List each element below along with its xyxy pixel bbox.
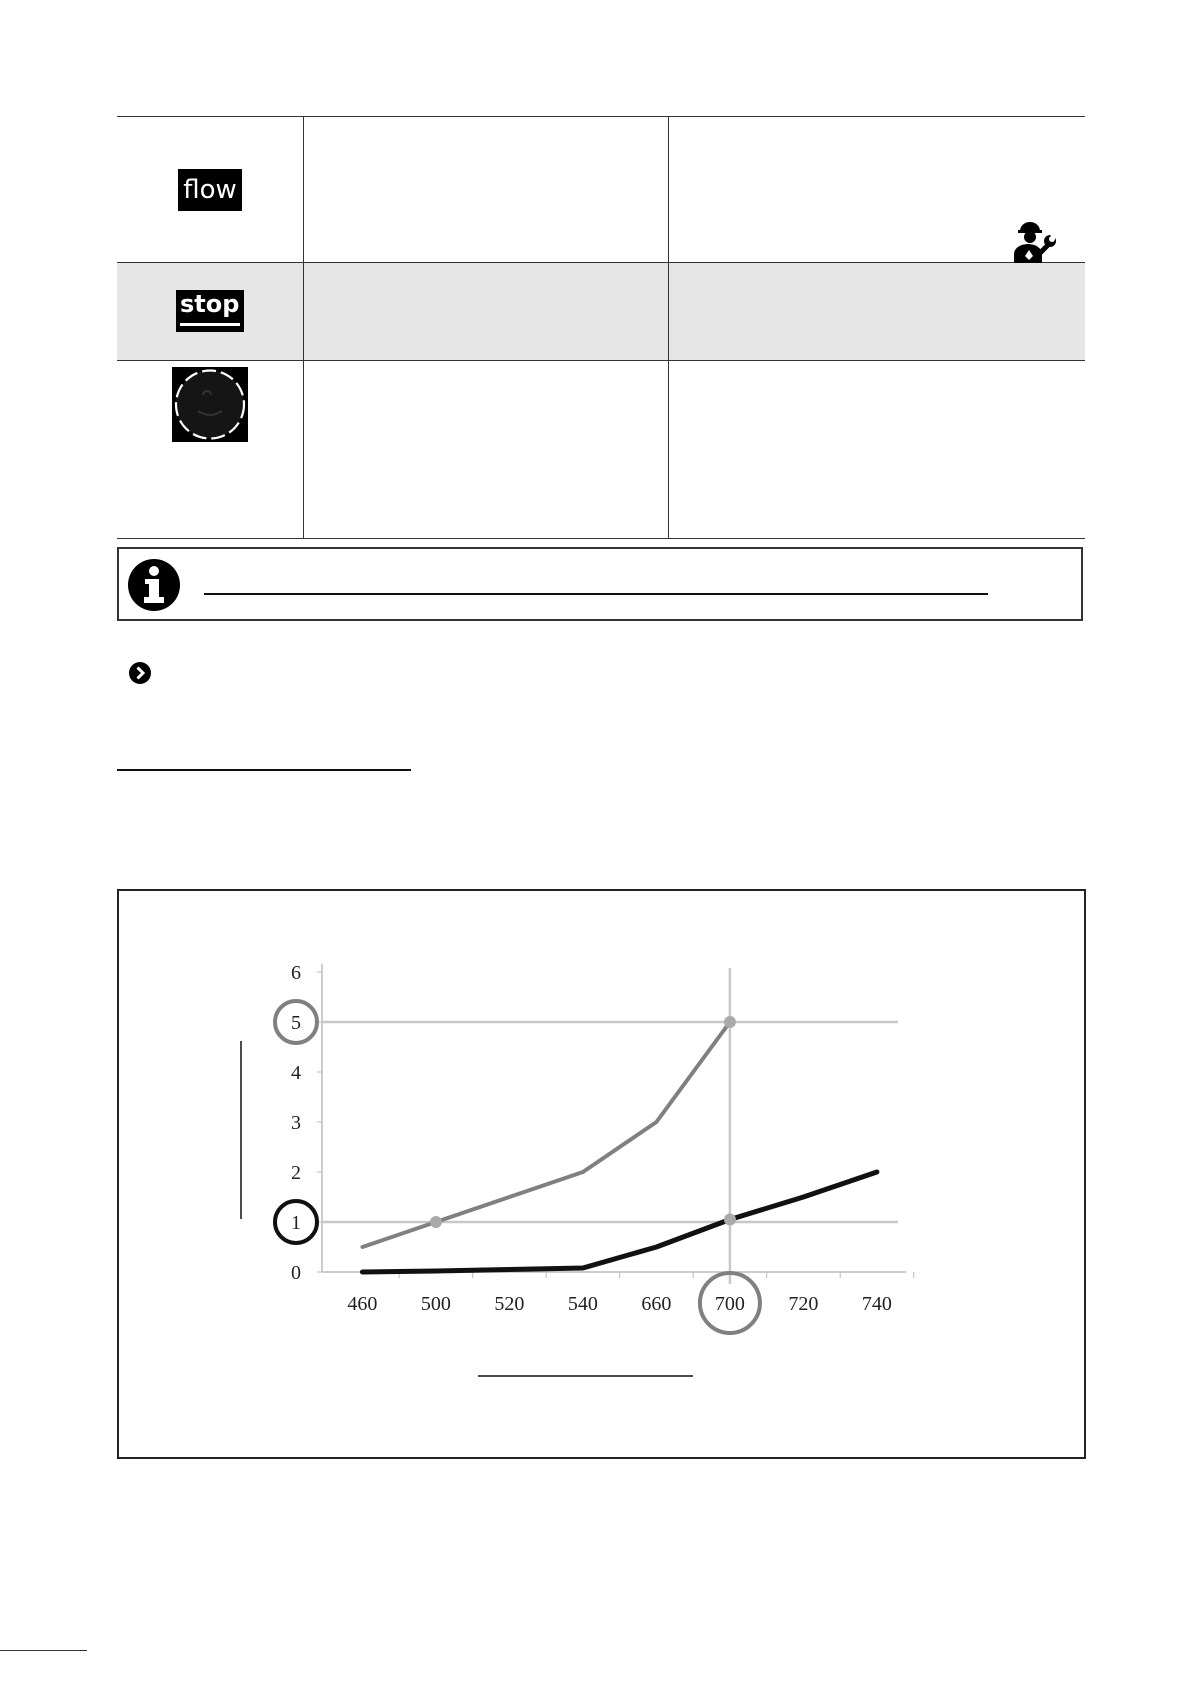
y-tick-label: 2 [291,1162,301,1184]
intersection-marker [724,1214,736,1226]
x-tick-label: 700 [714,1293,745,1315]
y-tick-label: 1 [291,1212,301,1234]
x-tick-label: 520 [494,1293,525,1315]
table-row-divider [117,262,1085,263]
y-tick-label: 0 [291,1262,301,1284]
section-heading-rule [117,769,411,771]
round-dashed-badge-icon [172,367,248,442]
x-tick-label: 540 [567,1293,598,1315]
technician-wrench-icon [1012,219,1058,263]
stop-badge-label: stop [180,290,240,318]
info-text-underline [204,593,988,595]
y-tick-label: 5 [291,1012,301,1034]
intersection-marker [724,1016,736,1028]
y-tick-label: 6 [291,962,301,984]
table-bottom-border [117,538,1085,539]
table-top-border [117,116,1085,117]
chart-frame [117,889,1086,1459]
table-row-divider [117,360,1085,361]
stop-badge-underline [180,323,240,326]
stop-badge-icon [176,290,244,332]
info-icon [127,558,181,612]
info-box [117,547,1083,621]
flow-badge-icon [178,169,242,211]
series-line [362,1022,730,1247]
x-tick-label: 660 [641,1293,672,1315]
x-tick-label: 740 [861,1293,892,1315]
x-tick-label: 720 [788,1293,819,1315]
x-tick-label: 460 [347,1293,378,1315]
intersection-marker [430,1216,442,1228]
line-chart [119,891,1088,1461]
footer-rule [0,1650,87,1651]
table-column-divider [303,117,304,538]
chevron-right-circle-icon [128,661,152,685]
y-tick-label: 4 [291,1062,301,1084]
table-column-divider [668,117,669,538]
table-row-shaded [117,263,1085,360]
flow-badge-label: flow [183,175,237,205]
y-tick-label: 3 [291,1112,301,1134]
x-tick-label: 500 [420,1293,451,1315]
